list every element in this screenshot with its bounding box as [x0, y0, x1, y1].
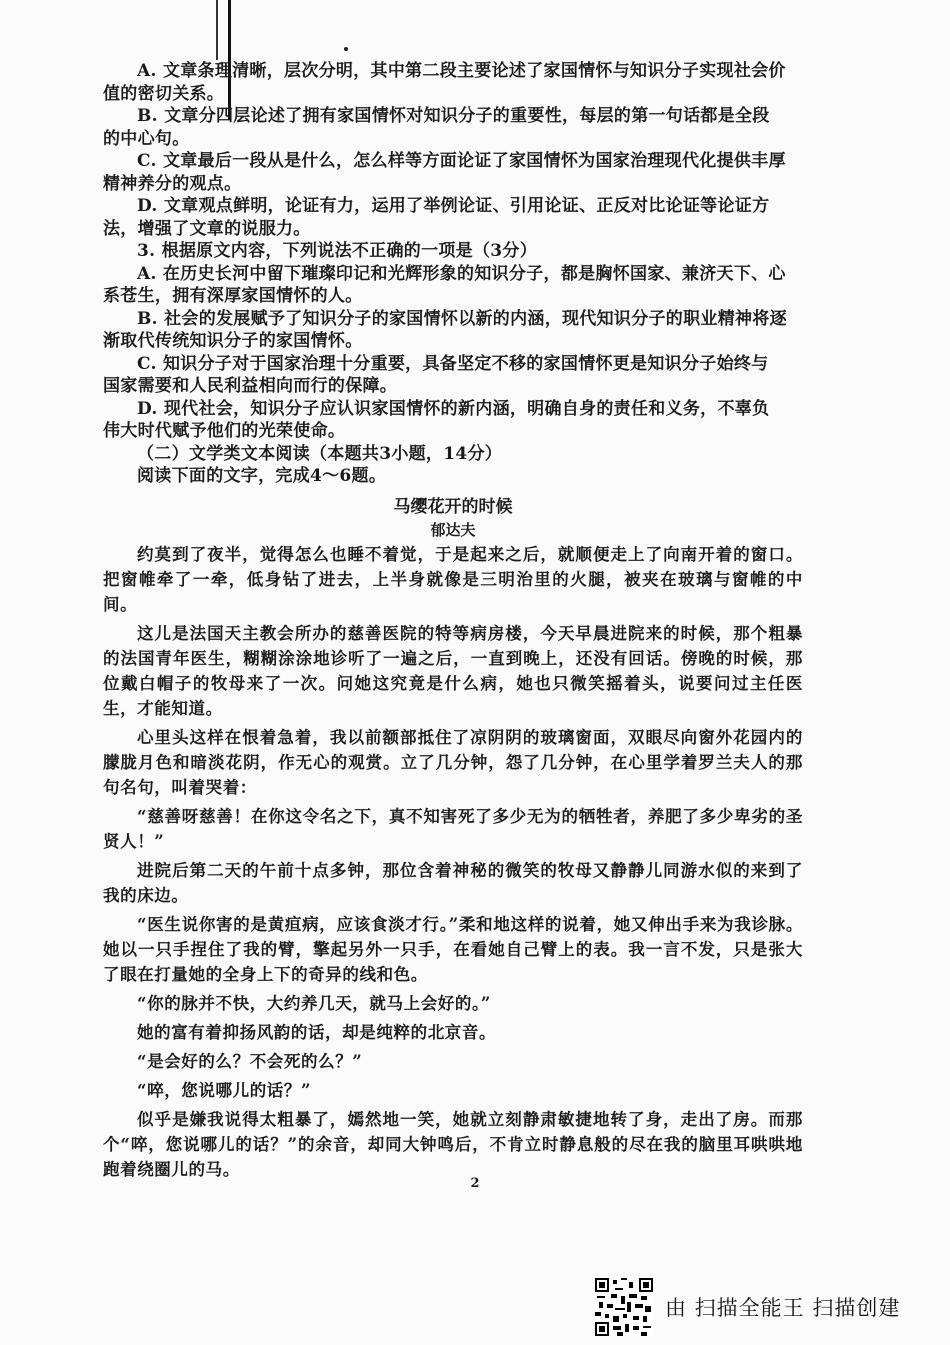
story-paragraph: “啐，您说哪儿的话？” — [137, 1080, 312, 1100]
reading-instruction: 阅读下面的文字，完成4～6题。 — [137, 466, 387, 486]
scan-artifact-line — [216, 0, 218, 60]
option-line: A. 在历史长河中留下璀璨印记和光辉形象的知识分子，都是胸怀国家、兼济天下、心 — [137, 263, 786, 284]
story-paragraph: “慈善呀慈善！在你这令名之下，真不知害死了多少无为的牺牲者，养肥了多少卑劣的圣贤人！” — [103, 806, 803, 851]
question-2-options — [103, 60, 803, 240]
story-title: 马缨花开的时候 — [393, 496, 513, 517]
question-stem: 3. 根据原文内容，下列说法不正确的一项是（3分） — [137, 241, 537, 261]
option-line: 值的密切关系。 — [103, 83, 225, 104]
scanner-credit-text: 由 扫描全能王 扫描创建 — [665, 1296, 901, 1320]
option-line: C. 文章最后一段从是什么，怎么样等方面论证了家国情怀为国家治理现代化提供丰厚 — [137, 151, 786, 171]
option-line: 系苍生，拥有深厚家国情怀的人。 — [103, 286, 363, 306]
page-content — [103, 60, 803, 1186]
option-line: 国家需要和人民利益相向而行的保障。 — [103, 376, 398, 396]
story-paragraph: “是会好的么？不会死的么？” — [137, 1051, 363, 1071]
section-heading: （二）文学类文本阅读（本题共3小题，14分） — [137, 443, 503, 464]
story-paragraph: “医生说你害的是黄疸病，应该食淡才行。”柔和地这样的说着，她又伸出手来为我诊脉。她以一只手捏住了我的臂，擎起另外一只手，在看她自己臂上的表。我一言不发，只是张大了眼在打量她的全身上下的奇异的线和色。 — [103, 914, 803, 984]
option-line: 精神养分的观点。 — [103, 173, 242, 194]
story-paragraph: 她的富有着抑扬风韵的话，却是纯粹的北京音。 — [137, 1022, 497, 1042]
qr-code-icon — [595, 1278, 653, 1336]
option-line: 渐取代传统知识分子的家国情怀。 — [103, 331, 363, 351]
page-number: 2 — [470, 1176, 480, 1191]
option-line: 法，增强了文章的说服力。 — [103, 218, 311, 239]
option-line: B. 社会的发展赋予了知识分子的家国情怀以新的内涵，现代知识分子的职业精神将逐 — [137, 308, 787, 329]
story-paragraph: “你的脉并不快，大约养几天，就马上会好的。” — [137, 993, 491, 1013]
story-paragraph: 约莫到了夜半，觉得怎么也睡不着觉，于是起来之后，就顺便走上了向南开着的窗口。把窗帷牵了一牵，低身钻了进去，上半身就像是三明治里的火腿，被夹在玻璃与窗帷的中间。 — [103, 544, 803, 614]
story-paragraph: 心里头这样在恨着急着，我以前额部抵住了凉阴阴的玻璃窗面，双眼尽向窗外花园内的朦胧月色和暗淡花阴，作无心的观赏。立了几分钟，怨了几分钟，在心里学着罗兰夫人的那句名句，叫着哭着： — [103, 727, 803, 797]
story-body — [103, 542, 803, 1182]
story-author: 郁达夫 — [430, 520, 476, 539]
option-line: B. 文章分四层论述了拥有家国情怀对知识分子的重要性，每层的第一句话都是全段 — [137, 106, 770, 126]
option-line: 伟大时代赋予他们的光荣使命。 — [103, 421, 346, 441]
option-line: D. 文章观点鲜明，论证有力，运用了举例论证、引用论证、正反对比论证等论证方 — [137, 196, 770, 216]
option-line: D. 现代社会，知识分子应认识家国情怀的新内涵，明确自身的责任和义务，不辜负 — [137, 398, 770, 419]
option-line: C. 知识分子对于国家治理十分重要，具备坚定不移的家国情怀更是知识分子始终与 — [137, 353, 769, 374]
question-3 — [103, 240, 803, 443]
option-line: 的中心句。 — [103, 128, 190, 149]
story-paragraph: 进院后第二天的午前十点多钟，那位含着神秘的微笑的牧母又静静儿同游水似的来到了我的床边。 — [103, 860, 803, 905]
scanner-watermark — [595, 1275, 900, 1339]
scan-artifact-dot — [344, 47, 348, 51]
story-paragraph: 这儿是法国天主教会所办的慈善医院的特等病房楼，今天早晨进院来的时候，那个粗暴的法国青年医生，糊糊涂涂地诊听了一遍之后，一直到晚上，还没有回话。傍晚的时候，那位戴白帽子的牧母来了一次。问她这究竟是什么病，她也只微笑摇着头，说要问过主任医生，才能知道。 — [103, 623, 803, 718]
story-paragraph: 似乎是嫌我说得太粗暴了，嫣然地一笑，她就立刻静肃敏捷地转了身，走出了房。而那个“啐，您说哪儿的话？”的余音，却同大钟鸣后，不肯立时静息般的尽在我的脑里耳哄哄地跑着绕圈儿的马。 — [103, 1109, 803, 1179]
option-line: A. 文章条理清晰，层次分明，其中第二段主要论述了家国情怀与知识分子实现社会价 — [137, 61, 786, 81]
